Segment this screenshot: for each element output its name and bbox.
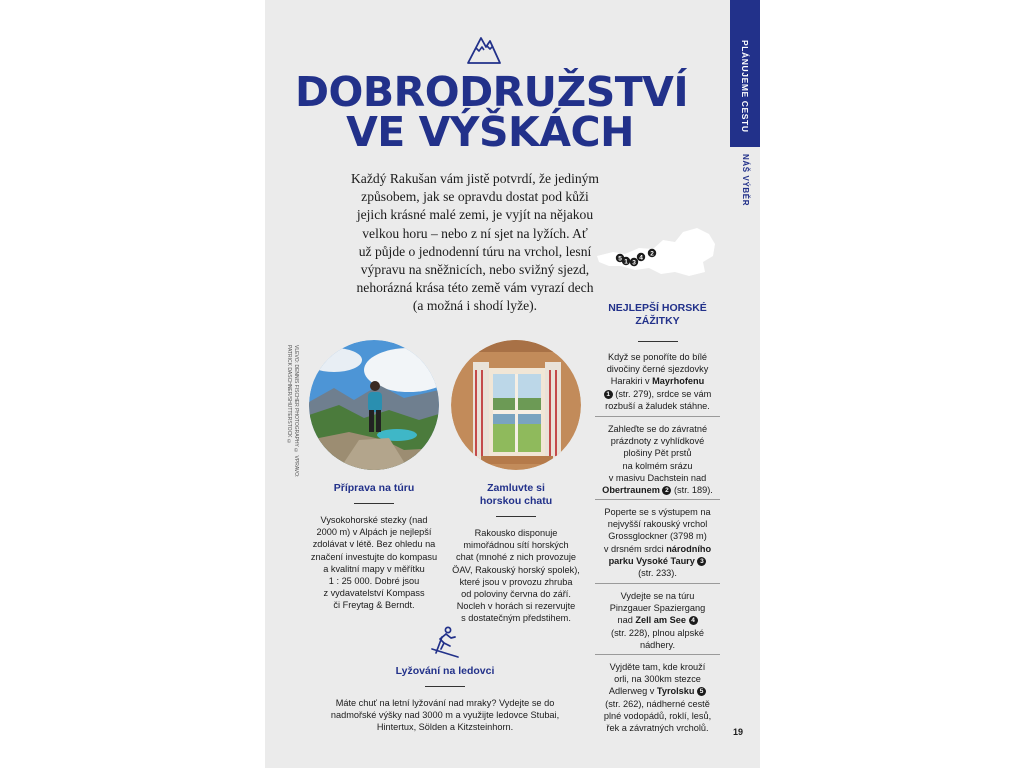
sidebar-item-obertraun: Zahleďte se do závratné prázdnoty z vyhlídkové plošiny Pět prstů na kolmém srázu v masivu Dachstein nad Obertraunem 2 (str. 189). (602, 424, 713, 496)
sidebar-item-vysoke-taury: Poperte se s výstupem na nejvyšší rakouský vrchol Grossglockner (3798 m) v drsném srdci národního parku Vysoké Taury 3 (str. 233). (603, 507, 712, 579)
svg-text:4: 4 (639, 254, 643, 262)
page (265, 0, 760, 768)
sidebar-heading: NEJLEPŠÍ HORSKÉ ZÁŽITKY (608, 302, 707, 327)
skier-icon (428, 625, 462, 659)
sidebar-item-mayrhofen: Když se ponoříte do bílé divočiny černé sjezdovky Harakiri v Mayrhofenu 1 (str. 279), srdce se vám rozbuší a žaludek stáhne. (605, 352, 712, 411)
page-number: 19 (733, 727, 744, 737)
cabin-window-photo (451, 340, 581, 470)
sidebar-divider (595, 499, 720, 500)
hiker-photo (309, 340, 439, 470)
section-tab-label: PLÁNUJEME CESTU (740, 40, 750, 133)
section-heading-glacier-skiing: Lyžování na ledovci (395, 665, 495, 677)
section-text-mountain-hut: Rakousko disponuje mimořádnou sítí horských chat (mnohé z nich provozuje ÖAV, Rakouský horský spolek), které jsou v provozu zhruba od poloviny června do září. Nocleh v horách si rezervujte s dostatečným předstihem. (452, 528, 580, 624)
austria-map (591, 222, 721, 284)
svg-text:1: 1 (624, 258, 628, 266)
sidebar-item-tyrolsko: Vyjděte tam, kde krouží orli, na 300km stezce Adlerweg v Tyrolsku 5 (str. 262), nádherné cestě plné vodopádů, roklí, lesů, řek a závratných vrcholů. (603, 662, 712, 734)
sidebar-item-zell-am-see: Vydejte se na túru Pinzgauer Spaziergang nad Zell am See 4 (str. 228), plnou alpské nádhery. (609, 591, 706, 650)
section-rule (496, 516, 536, 517)
intro-text: Každý Rakušan vám jistě potvrdí, že jediným způsobem, jak se opravdu dostat pod kůži jejich krásné malé zemi, je vyjít na nějakou velkou horu – nebo z ní sjet na lyžích. Ať už půjde o jednodenní túru na vrchol, lesní výpravu na sněžnicích, nebo svižný sjezd, nehorázná krása této země vám vyrazí dech (a možná i shodí lyže). (350, 171, 600, 314)
sidebar-divider (595, 583, 720, 584)
section-rule (425, 686, 465, 687)
svg-text:3: 3 (632, 259, 636, 267)
sidebar-heading-rule (638, 341, 678, 342)
section-text-glacier-skiing: Máte chuť na letní lyžování nad mraky? Vydejte se do nadmořské výšky nad 3000 m a využijte ledovce Stubai, Hintertux, Sölden a Kitzsteinhorn. (330, 698, 560, 733)
section-subtab-label: NÁŠ VÝBĚR (741, 154, 750, 207)
svg-text:5: 5 (618, 255, 622, 263)
svg-text:2: 2 (650, 250, 654, 258)
section-text-hike-prep: Vysokohorské stezky (nad 2000 m) v Alpách je nejlepší zdolávat v létě. Bez ohledu na značení investujte do kompasu a kvalitní mapy v měřítku 1 : 25 000. Dobré jsou z vydavatelství Kompass či Freytag & Berndt. (310, 515, 438, 611)
section-heading-mountain-hut: Zamluvte si horskou chatu (479, 482, 553, 507)
photo-credit: VLEVO: DENNIS FISCHER PHOTOGRAPHY © VPRAVO: PATRICK DASCHNER/SHUTTERSTOCK © (286, 345, 299, 478)
page-title: DOBRODRUŽSTVÍ VE VÝŠKÁCH (295, 68, 689, 156)
section-rule (354, 503, 394, 504)
sidebar-divider (595, 654, 720, 655)
sidebar-divider (595, 416, 720, 417)
mountain-icon (465, 32, 503, 66)
section-heading-hike-prep: Příprava na túru (333, 482, 415, 494)
